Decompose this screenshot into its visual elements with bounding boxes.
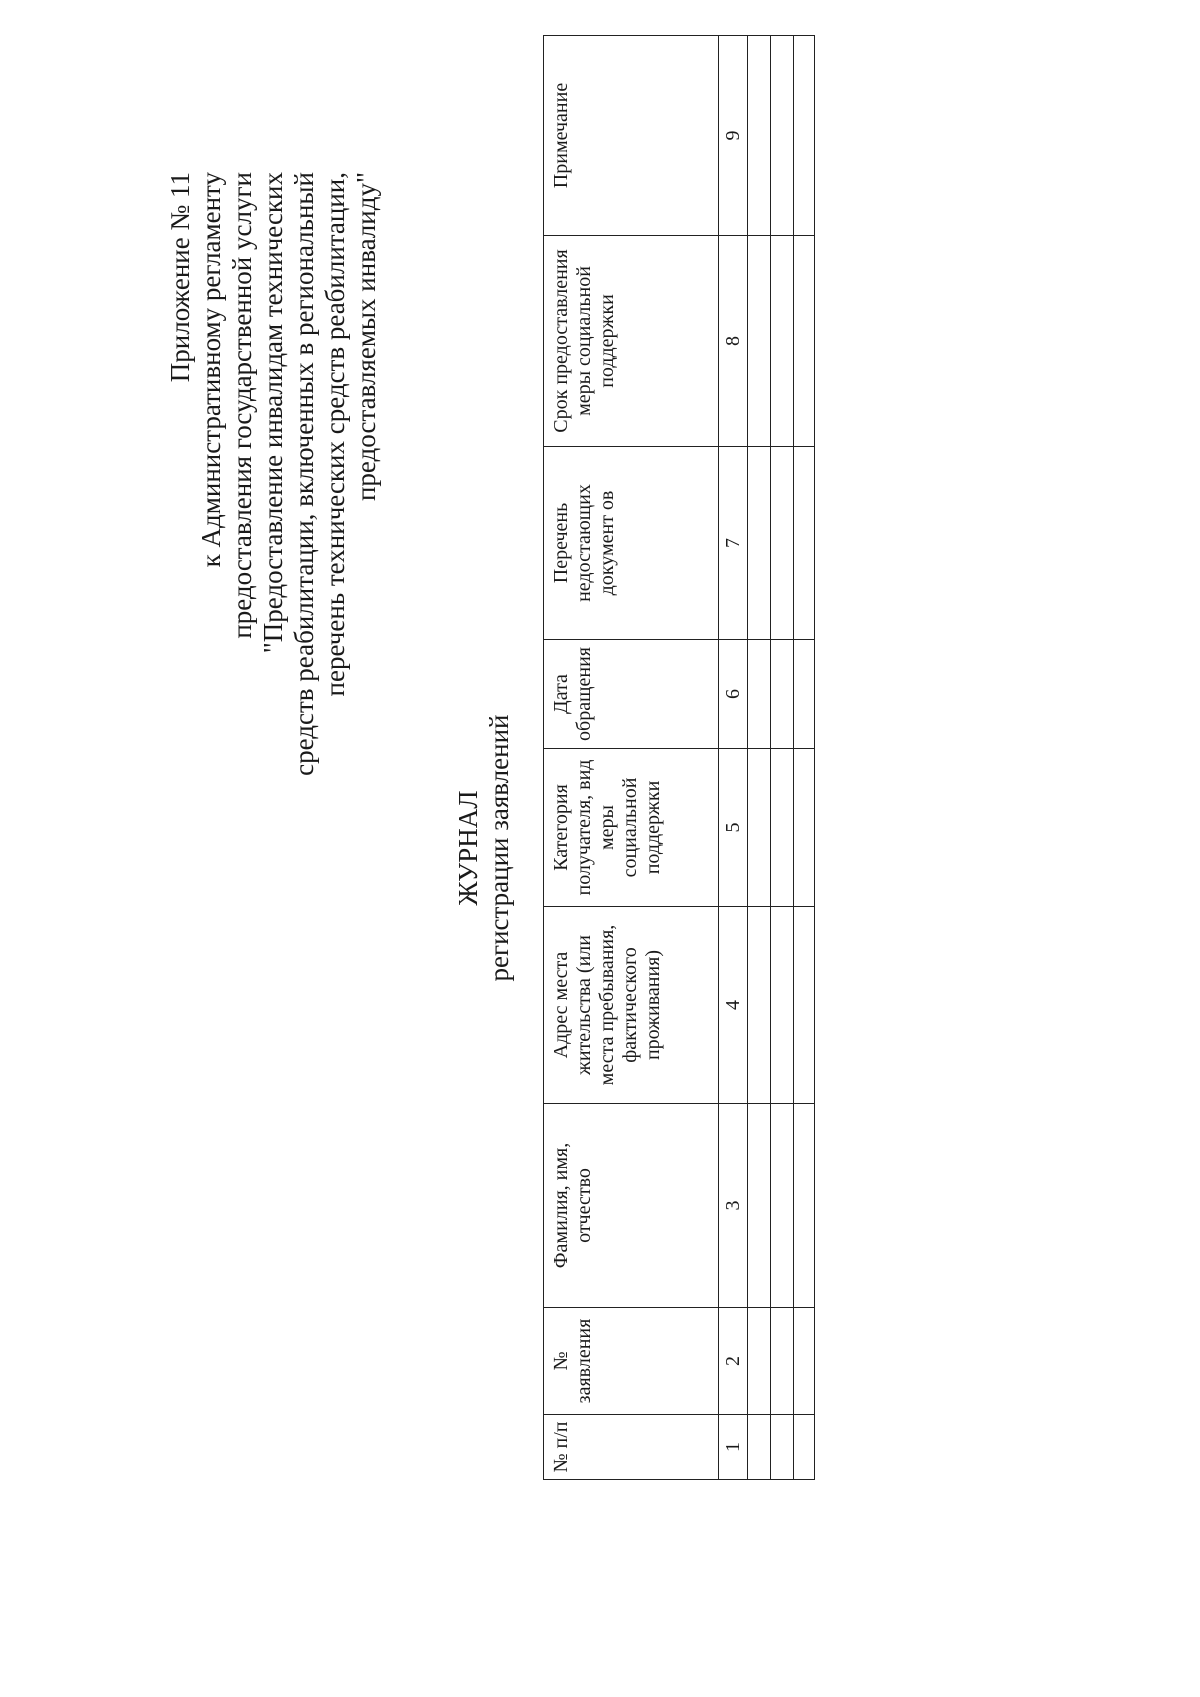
empty-cell: [794, 447, 815, 640]
empty-cell: [771, 36, 794, 236]
rotated-page: [115, 82, 815, 1548]
empty-cell: [794, 1415, 815, 1480]
empty-cell: [748, 907, 771, 1104]
column-number-cell: 7: [719, 447, 748, 640]
registration-table: [543, 35, 815, 1480]
header-cell-date: Дата обращения: [544, 640, 719, 749]
column-number-cell: 2: [719, 1308, 748, 1415]
empty-cell: [748, 749, 771, 907]
appendix-block: [165, 172, 382, 912]
empty-cell: [748, 236, 771, 447]
column-number-cell: 5: [719, 749, 748, 907]
appendix-line: Приложение № 11: [165, 172, 195, 383]
empty-table-row: [771, 36, 794, 1480]
empty-cell: [771, 236, 794, 447]
appendix-line: перечень технических средств реабилитации,: [320, 172, 350, 697]
appendix-line: к Административному регламенту: [196, 172, 226, 568]
header-cell-category: Категория получателя, вид меры социальной поддержки: [544, 749, 719, 907]
empty-cell: [748, 447, 771, 640]
empty-cell: [794, 36, 815, 236]
appendix-line: средств реабилитации, включенных в региональный: [289, 172, 319, 776]
column-number-cell: 9: [719, 36, 748, 236]
header-cell-row-number: № п/п: [544, 1415, 719, 1480]
empty-cell: [771, 1104, 794, 1308]
empty-table-row: [794, 36, 815, 1480]
empty-cell: [794, 1104, 815, 1308]
appendix-line: "Предоставление инвалидам технических: [258, 172, 288, 654]
empty-cell: [771, 640, 794, 749]
empty-cell: [771, 1308, 794, 1415]
header-cell-full-name: Фамилия, имя, отчество: [544, 1104, 719, 1308]
empty-cell: [748, 640, 771, 749]
header-cell-period: Срок предоставления меры социальной поддержки: [544, 236, 719, 447]
empty-cell: [771, 447, 794, 640]
empty-cell: [748, 36, 771, 236]
column-number-row: [719, 36, 748, 1480]
column-number-cell: 8: [719, 236, 748, 447]
empty-cell: [771, 1415, 794, 1480]
empty-cell: [748, 1308, 771, 1415]
empty-cell: [771, 907, 794, 1104]
appendix-line: предоставления государственной услуги: [227, 172, 257, 639]
header-cell-note: Примечание: [544, 36, 719, 236]
appendix-line: предоставляемых инвалиду": [351, 172, 381, 502]
journal-subtitle: регистрации заявлений: [484, 714, 514, 982]
journal-heading: [453, 148, 515, 1548]
header-cell-address: Адрес места жительства (или места пребывания, фактического проживания): [544, 907, 719, 1104]
column-number-cell: 3: [719, 1104, 748, 1308]
empty-cell: [794, 640, 815, 749]
empty-cell: [748, 1104, 771, 1308]
empty-cell: [794, 907, 815, 1104]
empty-cell: [771, 749, 794, 907]
column-number-cell: 4: [719, 907, 748, 1104]
empty-cell: [794, 1308, 815, 1415]
empty-table-row: [748, 36, 771, 1480]
table-header-row: [544, 36, 719, 1480]
header-cell-missing-documents: Перечень недостающих документ ов: [544, 447, 719, 640]
empty-cell: [748, 1415, 771, 1480]
empty-cell: [794, 236, 815, 447]
header-cell-application-number: № заявления: [544, 1308, 719, 1415]
journal-title: ЖУРНАЛ: [453, 790, 483, 906]
column-number-cell: 1: [719, 1415, 748, 1480]
empty-cell: [794, 749, 815, 907]
column-number-cell: 6: [719, 640, 748, 749]
